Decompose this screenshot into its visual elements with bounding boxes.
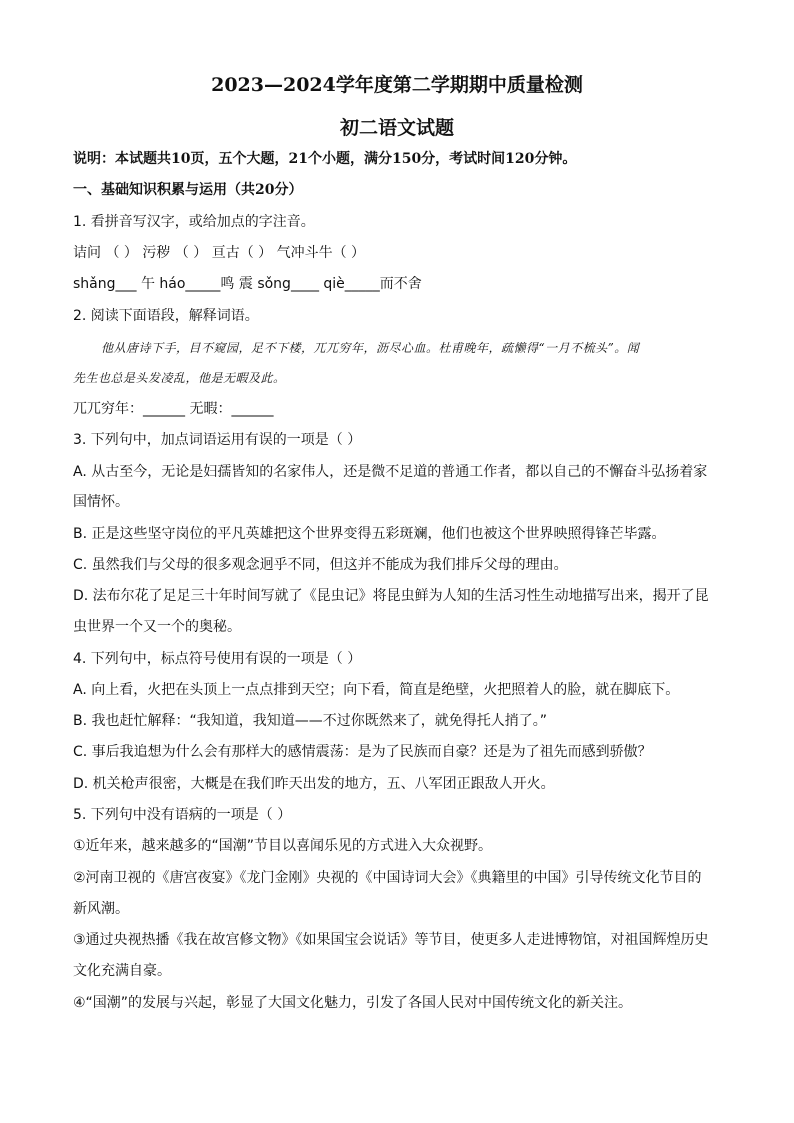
q5-sentence-3: ③通过央视热播《我在故宫修文物》《如果国宝会说话》等节目，使更多人走进博物馆，对祖国辉煌历史 [73, 932, 709, 948]
q5-stem: 5. 下列句中没有语病的一项是（ ） [73, 807, 292, 823]
q3-option-b: B. 正是这些坚守岗位的平凡英雄把这个世界变得五彩斑斓，他们也被这个世界映照得锋芒毕露。 [73, 526, 666, 542]
q5-sentence-2-cont: 新风潮。 [73, 901, 129, 917]
q4-option-b: B. 我也赶忙解释：“我知道，我知道——不过你既然来了，就免得托人捎了。” [73, 713, 548, 729]
q4-option-c: C. 事后我追想为什么会有那样大的感情震荡：是为了民族而自豪？还是为了祖先而感到骄傲？ [73, 744, 652, 760]
q2-answer-line: 兀兀穷年：______ 无暇：______ [73, 401, 274, 417]
q5-sentence-3-cont: 文化充满自豪。 [73, 963, 171, 979]
q2-passage-line-2: 先生也总是头发凌乱，他是无暇及此。 [73, 371, 286, 385]
q3-option-d-cont: 虫世界一个又一个的奥秘。 [73, 619, 241, 635]
q3-option-a: A. 从古至今，无论是妇孺皆知的名家伟人，还是微不足道的普通工作者，都以自己的不懈奋斗弘扬着家 [73, 464, 708, 480]
section-1-heading: 一、基础知识积累与运用（共20分） [73, 182, 303, 198]
q1-stem: 1. 看拼音写汉字，或给加点的字注音。 [73, 214, 315, 230]
exam-instructions: 说明：本试题共10页，五个大题，21个小题，满分150分，考试时间120分钟。 [73, 151, 577, 167]
q3-option-a-cont: 国情怀。 [73, 494, 129, 510]
exam-title: 2023—2024学年度第二学期期中质量检测 [211, 74, 583, 96]
q2-passage-line-1: 他从唐诗下手，目不窥园，足不下楼，兀兀穷年，沥尽心血。杜甫晚年，疏懒得“一月不梳头”。闻 [101, 341, 640, 355]
q1-line-1: 诘问 （ ） 污秽 （ ） 亘古（ ） 气冲斗牛（ ） [73, 245, 366, 261]
q3-stem: 3. 下列句中，加点词语运用有误的一项是（ ） [73, 432, 362, 448]
q5-sentence-2: ②河南卫视的《唐宫夜宴》《龙门金刚》央视的《中国诗词大会》《典籍里的中国》引导传统文化节目的 [73, 870, 702, 886]
q4-option-d: D. 机关枪声很密，大概是在我们昨天出发的地方，五、八军团正跟敌人开火。 [73, 776, 555, 792]
q5-sentence-1: ①近年来，越来越多的“国潮”节目以喜闻乐见的方式进入大众视野。 [73, 838, 493, 854]
q3-option-d: D. 法布尔花了足足三十年时间写就了《昆虫记》将昆虫鲜为人知的生活习性生动地描写出来，揭开了昆 [73, 588, 709, 604]
q1-line-2: shǎng___ 午 háo_____鸣 震 sǒng____ qiè_____而不舍 [73, 276, 422, 292]
q3-option-c: C. 虽然我们与父母的很多观念迥乎不同，但这并不能成为我们排斥父母的理由。 [73, 557, 568, 573]
q4-option-a: A. 向上看，火把在头顶上一点点排到天空；向下看，简直是绝壁，火把照着人的脸，就在脚底下。 [73, 682, 680, 698]
q5-sentence-4: ④“国潮”的发展与兴起，彰显了大国文化魅力，引发了各国人民对中国传统文化的新关注。 [73, 995, 633, 1011]
exam-subtitle: 初二语文试题 [339, 117, 454, 139]
q4-stem: 4. 下列句中，标点符号使用有误的一项是（ ） [73, 651, 362, 667]
q2-stem: 2. 阅读下面语段，解释词语。 [73, 308, 259, 324]
